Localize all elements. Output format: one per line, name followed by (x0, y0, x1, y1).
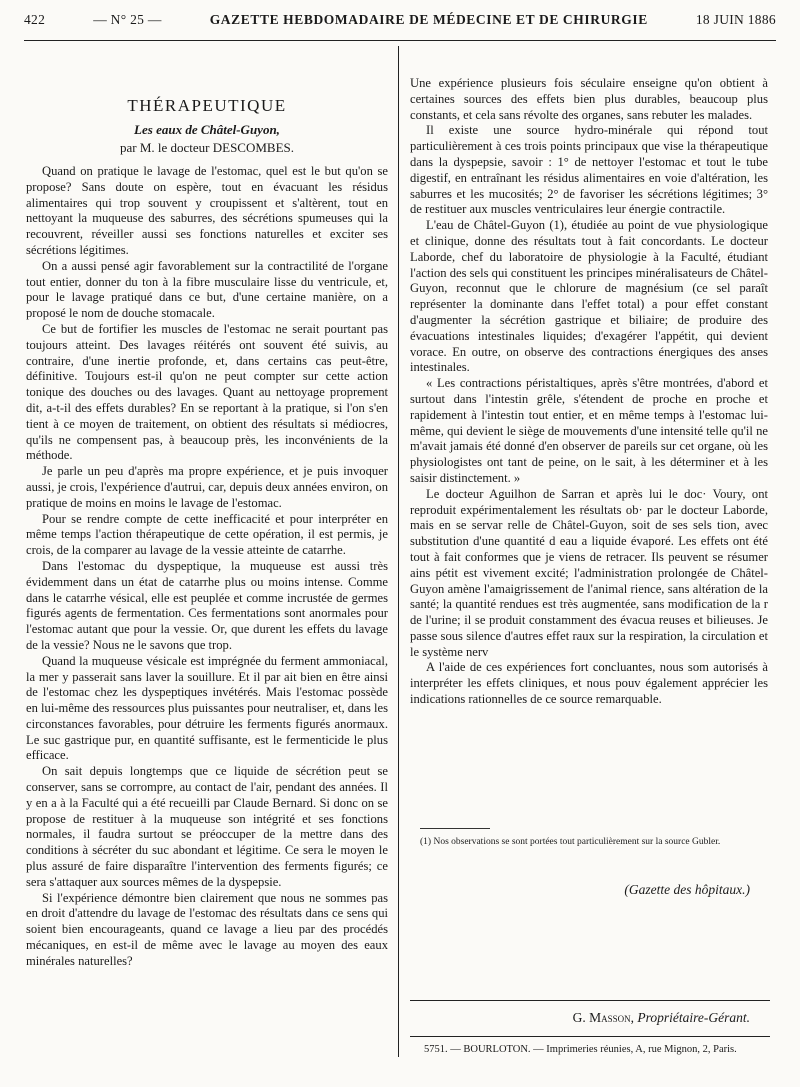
issue-number: — N° 25 — (93, 12, 162, 27)
section-title: THÉRAPEUTIQUE (127, 96, 287, 115)
paragraph: Une expérience plusieurs fois séculaire enseigne qu'on obtient à certaines sources des effets bien plus durables, beaucoup plus constants, et cela sans révolte des organes, sans rebuter les malades. (410, 76, 768, 122)
paragraph: Si l'expérience démontre bien clairement que nous ne sommes pas en droit d'attendre du lavage de l'estomac des résultats dans ce sens qui soient bien encourageants, quand ce lavage a lieu par des procédés mécaniques, en est-il de même avec le lavage au moyen des eaux minérales naturelles? (26, 890, 388, 968)
byline (26, 140, 388, 156)
paragraph: « Les contractions péristaltiques, après s'être montrées, d'abord et surtout dans l'intestin grêle, s'étendent de proche en proche et rapidement à l'intestin tout entier, et en même temps à l'estomac lui-même, qui devient le siège de mouvements d'une intensité telle qu'il ne m'avait jamais été donné d'en observer de pareils sur cet organe, où les physiologistes ont tant de peine, on le sait, à les déterminer et à les saisir distinctement. » (410, 376, 768, 485)
left-column (26, 164, 388, 970)
source-citation: (Gazette des hôpitaux.) (624, 882, 750, 897)
paragraph: Il existe une source hydro-minérale qui répond tout particulièrement à ces trois points principaux que vise la thérapeutique dans la dyspepsie, savoir : 1° de nettoyer l'estomac et tout le tube digestif, en entraînant les résidus alimentaires en voie d'altération, les saburres et les mucosités; 2° de favoriser les sécrétions légitimes; 3° de restituer aux muscles ventriculaires leur énergie contractile. (410, 123, 768, 217)
publisher-role: Propriétaire-Gérant. (637, 1010, 750, 1025)
paragraph: Quand on pratique le lavage de l'estomac, quel est le but qu'on se propose? Sans doute on espère, tout en évacuant les résidus alimentaires qui trop souvent y croupissent et s'altèrent, tout en nettoyant la muqueuse des saburres, des sécrétions spumeuses qui la recouvrent, réveiller aussi ses fonctions naturelles et exciter ses sécrétions légitimes. (26, 164, 388, 257)
paragraph: On sait depuis longtemps que ce liquide de sécrétion peut se conserver, sans se corrompre, au contact de l'air, pendant des années. Il y en a à la Faculté qui a été recueilli par Claude Bernard. Si donc on se propose de restituer à la muqueuse son intégrité et ses fonctions normales, il faudra surtout se préoccuper de la mettre dans des conditions à sécréter du suc abondant et légitime. Ce sera le moyen le plus assuré de faire disparaître l'intervention des ferments figurés; ce sera s'attaquer aux sources mêmes de la dyspepsie. (26, 764, 388, 889)
byline-prefix: par M. le docteur (119, 140, 210, 155)
article-title: Les eaux de Châtel-Guyon, (134, 122, 280, 137)
author-name: DESCOMBES. (212, 140, 295, 155)
publisher-line (410, 1010, 750, 1026)
footnote-rule (420, 828, 490, 829)
printer-line: 5751. — BOURLOTON. — Imprimeries réunies, A, rue Mignon, 2, Paris. (424, 1044, 737, 1055)
footnote: (1) Nos observations se sont portées tout particulièrement sur la source Gubler. (420, 837, 721, 847)
paragraph: On a aussi pensé agir favorablement sur la contractilité de l'organe tout entier, donner du ton à la fibre musculaire lisse du ventricule, et, pour le lavage pratiqué dans ce but, d'une certaine manière, on a proposé le nom de douche stomacale. (26, 258, 388, 321)
printer-rule (410, 1036, 770, 1037)
right-column (410, 76, 768, 708)
paragraph: A l'aide de ces expériences fort concluantes, nous som autorisés à interpréter les effets cliniques, et nous pouv également apprécier les indications rationnelles de ce source remarquable. (410, 660, 768, 707)
paragraph: Dans l'estomac du dyspeptique, la muqueuse est aussi très évidemment dans un état de catarrhe plus ou moins intense. Comme dans le catarrhe vésical, elle est peuplée et comme incrustée de germes figurés agents de fermentation. Ces fermentations sont anormales pour l'estomac autant que pour la vessie. Or, que durent les effets du lavage de la vessie? Nous ne le savons que trop. (26, 558, 388, 652)
publisher-rule (410, 1000, 770, 1001)
paragraph: Ce but de fortifier les muscles de l'estomac ne serait pourtant pas toujours atteint. Des lavages réitérés ont souvent été suivis, au contraire, d'une inertie profonde, et, dans certains cas peut-être, définitive. Toujours est-il qu'on ne peut compter sur cette action tonique des douches ou des lavages. Quant au nettoyage proprement dit, a-t-il des effets durables? En se reportant à la pratique, si l'on s'en tient à ce moyen de traitement, on obtient des résultats si médiocres, qu'ils ne compensent pas, à beaucoup près, les inconvénients de la méthode. (26, 321, 388, 463)
paragraph: L'eau de Châtel-Guyon (1), étudiée au point de vue physiologique et clinique, donne des résultats tout à fait concordants. Le docteur Laborde, chef du laboratoire de physiologie à la Faculté, étudiant l'action des sels qui constituent les principes minéralisateurs de Châtel-Guyon, reconnut que le chlorure de magnésium (ce sel paraît représenter la dominante dans l'effet total) a pour effet constant d'augmenter la sécrétion gastrique et biliaire; de produire des évacuations intestinales liquides; d'exagérer l'appétit, qui devient vorace. En outre, on observe des contractions énergiques des anses intestinales. (410, 218, 768, 375)
journal-title: GAZETTE HEBDOMADAIRE DE MÉDECINE ET DE CHIRURGIE (209, 12, 648, 27)
paragraph: Le docteur Aguilhon de Sarran et après lui le doc· Voury, ont reproduit expérimentalement les résultats ob· par le docteur Laborde, mais en se servar relle de Châtel-Guyon, soit de ses sels tion, avec substitution d'une quantité d eau a liquide évaporé. Les effets ont été tout à fait conformes que je viens de retracer. Ils peuvent se résumer ains pétit est vivement excité; l'administration prolongée de Châtel-Guyon amène l'amaigrissement de l'animal rience, sans altération de la santé; la quantité rendues est très augmentée, sans modification de la r de l'urine; il se produit constamment des évacua reuses et bilieuses. Je passe sous silence d'autres effet raux sur la respiration, la circulation et le système nerv (410, 486, 768, 659)
paragraph: Je parle un peu d'après ma propre expérience, et je puis invoquer aussi, je crois, l'expérience d'autrui, car, depuis deux années environ, on pratique de moins en moins le lavage de l'estomac. (26, 464, 388, 510)
publisher-name: G. Masson, (572, 1010, 635, 1025)
page-number: 422 (24, 12, 46, 27)
column-divider (398, 46, 399, 1057)
issue-date: 18 JUIN 1886 (695, 12, 776, 27)
paragraph: Quand la muqueuse vésicale est imprégnée du ferment ammoniacal, la mer y passerait sans laver la souillure. Et il par ait bien en être ainsi de l'estomac chez les dyspeptiques invétérés. Mais l'estomac possède en lui-même des ressources plus puissantes pour neutraliser, et, dans les circonstances favorables, pour détruire les ferments figurés anormaux. Le suc gastrique pur, en quantité suffisante, est le fermenticide le plus efficace. (26, 653, 388, 763)
running-header (24, 12, 776, 42)
header-rule (24, 40, 776, 41)
paragraph: Pour se rendre compte de cette inefficacité et pour interpréter en même temps l'action thérapeutique de cette opération, il est permis, je crois, de la comparer au lavage de la vessie atteinte de catarrhe. (26, 511, 388, 558)
